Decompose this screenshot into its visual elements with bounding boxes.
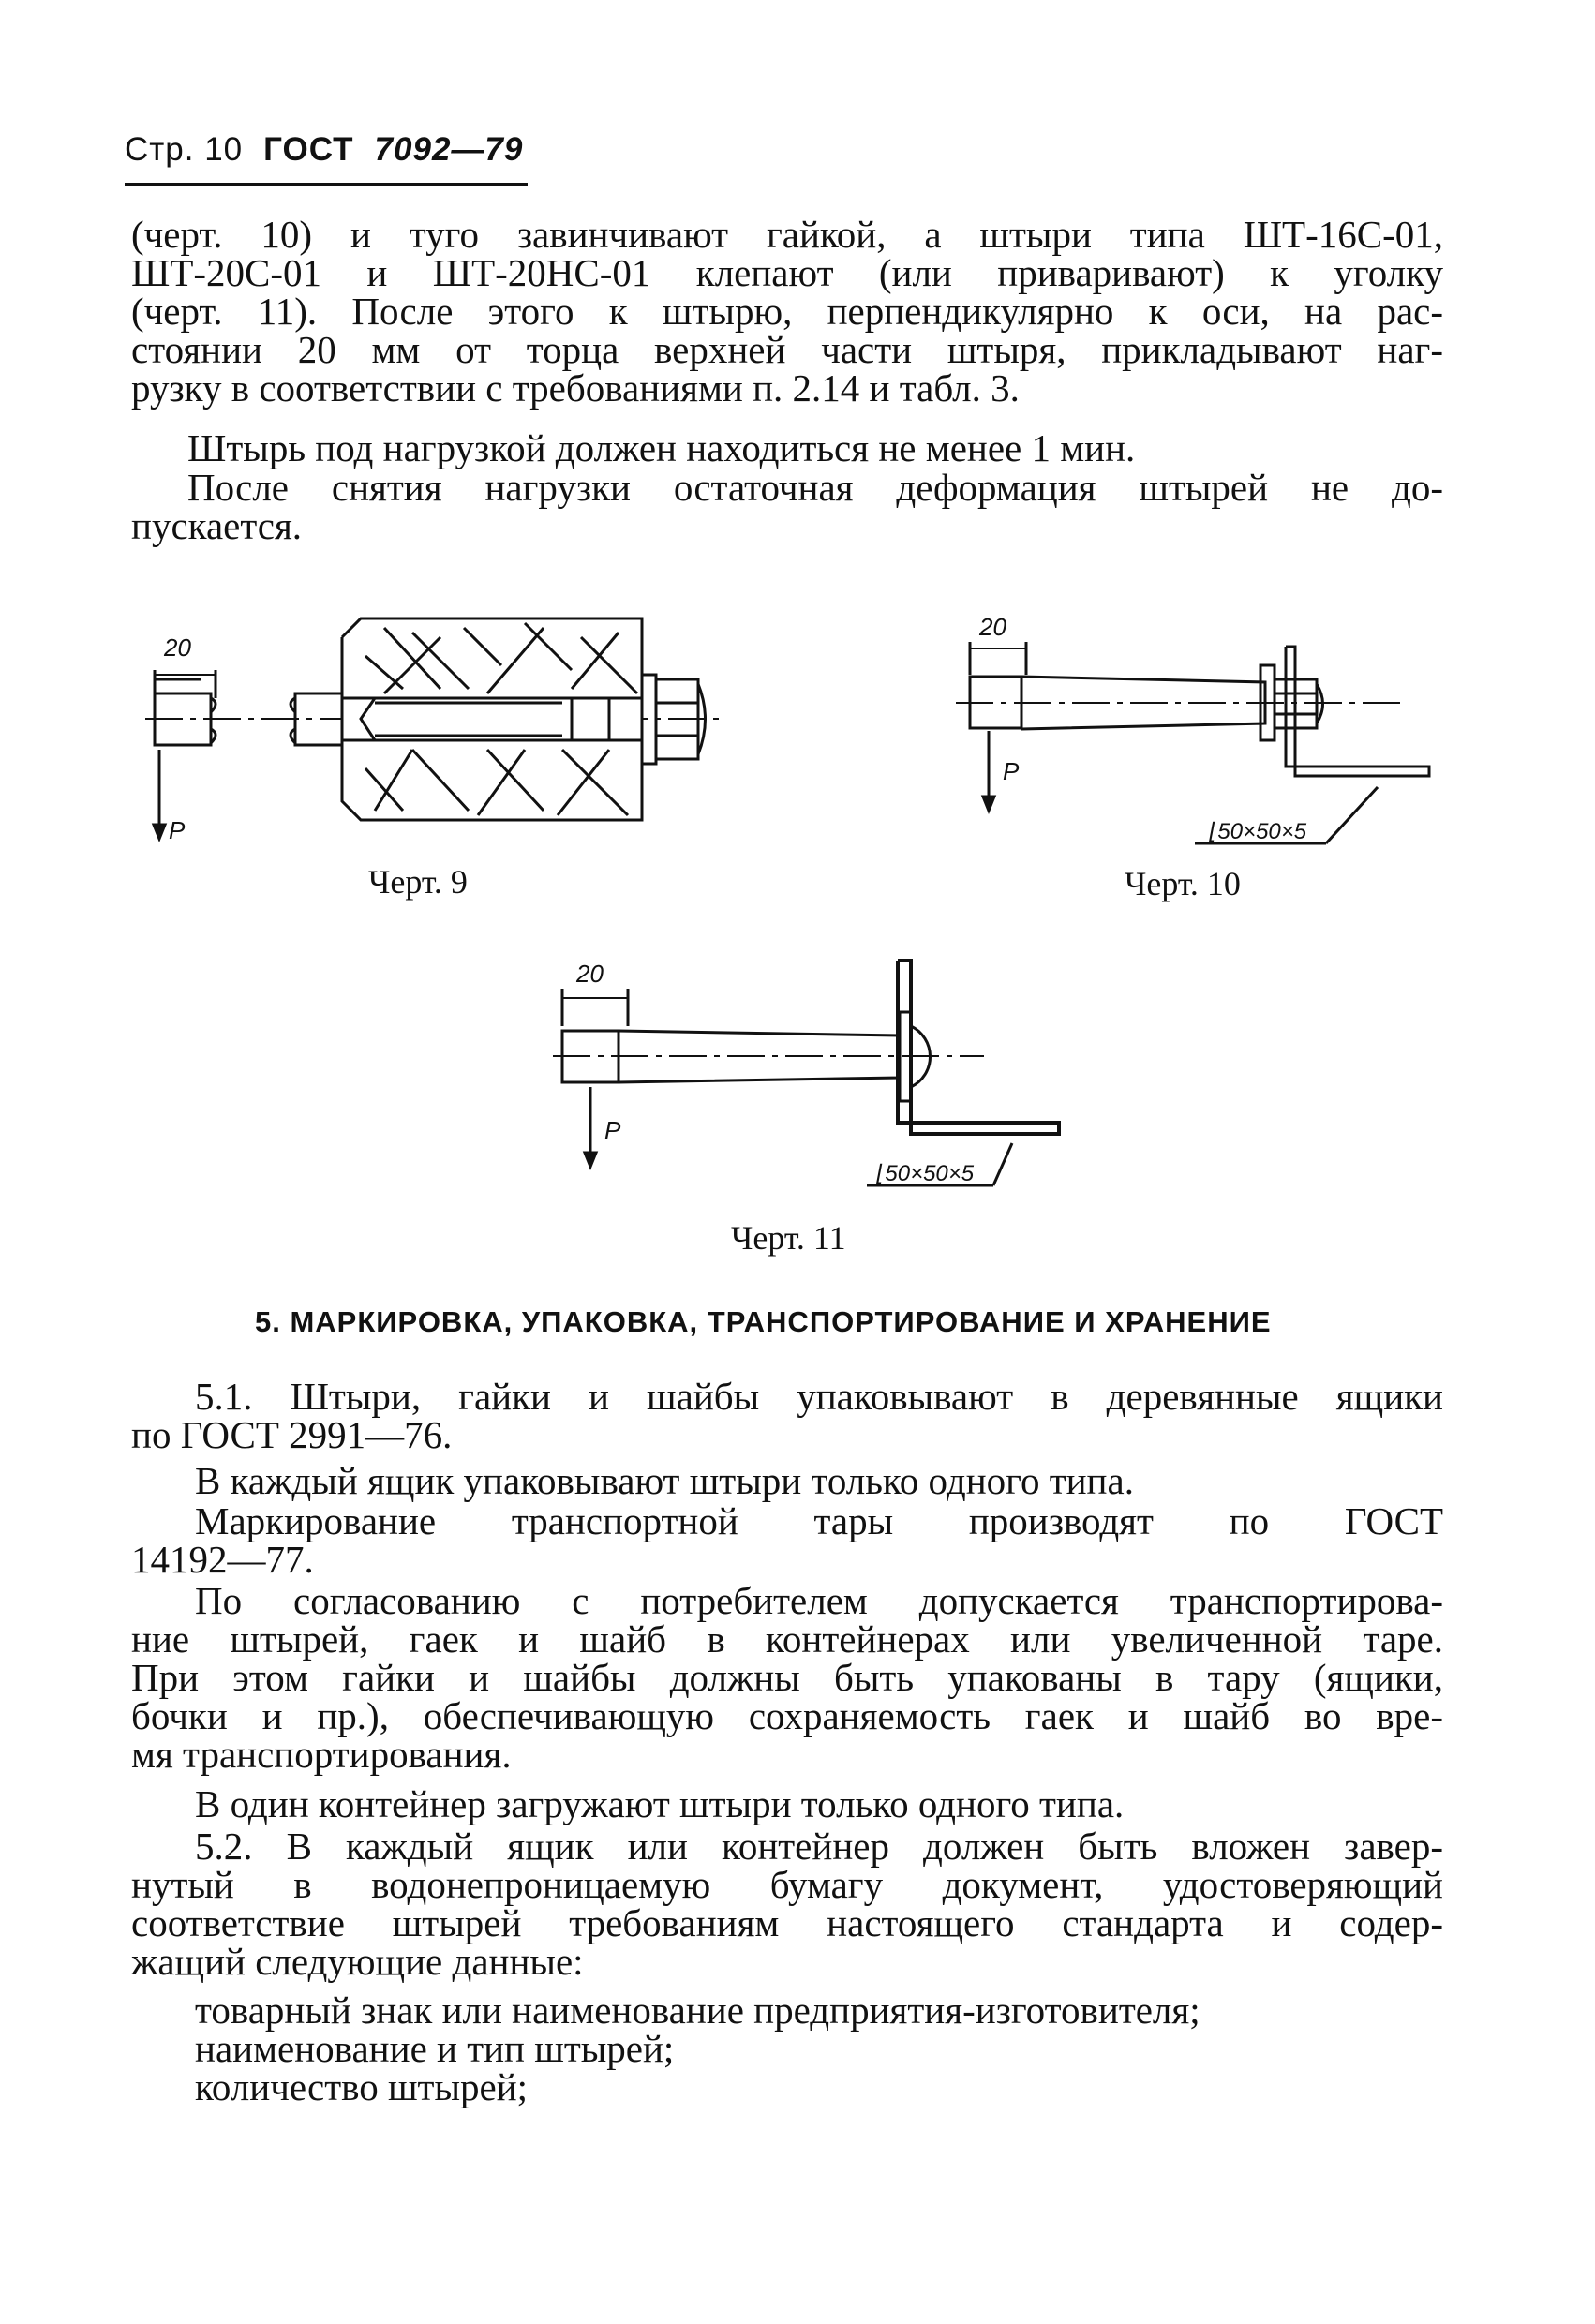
figure-10-drawing <box>956 609 1462 862</box>
header-rule <box>125 183 528 186</box>
standard-label: ГОСТ <box>263 131 354 168</box>
text-line: Штырь под нагрузкой должен находиться не менее 1 мин. <box>187 426 1136 469</box>
figure-10-caption: Черт. 10 <box>1125 865 1241 902</box>
list-item: товарный знак или наименование предприятия-изготовителя; <box>195 1989 1200 2032</box>
text-line: мя транспортирования. <box>131 1733 512 1776</box>
section-title: 5. МАРКИРОВКА, УПАКОВКА, ТРАНСПОРТИРОВАНИЕ И ХРАНЕНИЕ <box>255 1305 1272 1338</box>
intro-paragraph-3 <box>131 466 1443 547</box>
figure-9-caption: Черт. 9 <box>368 863 468 901</box>
fig11-angle-label: ⌊50×50×5 <box>876 1161 975 1186</box>
list-item: количество штырей; <box>195 2065 529 2108</box>
text-line: ние штырей, гаек и шайб в контейнерах или увеличенной таре. <box>131 1617 1443 1661</box>
text-line: жащий следующие данные: <box>131 1940 584 1983</box>
paragraph-5-2 <box>131 1827 1443 1981</box>
intro-paragraph-1 <box>131 213 1443 410</box>
paragraph-marking <box>131 1499 1443 1581</box>
text-line: 14192—77. <box>131 1538 314 1581</box>
text-line: (черт. 10) и туго завинчивают гайкой, а штыри типа ШТ-16С-01, <box>131 213 1443 256</box>
text-line: стоянии 20 мм от торца верхней части штыря, прикладывают наг- <box>131 328 1443 371</box>
figure-9-drawing <box>131 609 731 872</box>
page-header <box>125 131 523 169</box>
text-line: ШТ-20С-01 и ШТ-20НС-01 клепают (или приваривают) к уголку <box>131 251 1443 294</box>
text-line: по ГОСТ 2991—76. <box>131 1413 453 1456</box>
data-list <box>195 1991 1200 2107</box>
fig11-dim-label: 20 <box>576 960 604 988</box>
page-label: Стр. 10 <box>125 131 244 168</box>
fig9-load-label: P <box>169 816 186 844</box>
text-line: нутый в водонепроницаемую бумагу документ, удостоверяющий <box>131 1863 1443 1906</box>
text-line: Маркирование транспортной тары производят по ГОСТ <box>195 1499 1443 1542</box>
paragraph-container <box>195 1782 1125 1825</box>
list-item: наименование и тип штырей; <box>195 2027 675 2070</box>
fig10-load-label: P <box>1003 757 1020 785</box>
text-line: рузку в соответствии с требованиями п. 2.14 и табл. 3. <box>131 366 1020 410</box>
fig11-load-label: P <box>604 1116 621 1144</box>
figure-11-drawing <box>553 956 1078 1199</box>
fig9-dim-label: 20 <box>164 633 191 662</box>
text-line: В каждый ящик упаковывают штыри только одного типа. <box>195 1459 1134 1502</box>
figure-11-caption: Черт. 11 <box>731 1219 846 1257</box>
fig10-angle-label: ⌊50×50×5 <box>1209 819 1307 844</box>
text-line: 5.1. Штыри, гайки и шайбы упаковывают в деревянные ящики <box>195 1375 1443 1418</box>
fig10-dim-label: 20 <box>979 613 1006 641</box>
text-line: бочки и пр.), обеспечивающую сохраняемость гаек и шайб во вре- <box>131 1694 1443 1737</box>
text-line: При этом гайки и шайбы должны быть упакованы в тару (ящики, <box>131 1656 1443 1699</box>
text-line: (черт. 11). После этого к штырю, перпендикулярно к оси, на рас- <box>131 290 1443 333</box>
text-line: пускается. <box>131 504 303 547</box>
text-line: После снятия нагрузки остаточная деформация штырей не до- <box>187 466 1443 509</box>
paragraph-box <box>195 1459 1134 1502</box>
paragraph-5-1 <box>131 1375 1443 1456</box>
text-line: В один контейнер загружают штыри только одного типа. <box>195 1782 1125 1825</box>
paragraph-agreement <box>131 1579 1443 1776</box>
text-line: По согласованию с потребителем допускается транспортирова- <box>195 1579 1443 1622</box>
text-line: 5.2. В каждый ящик или контейнер должен быть вложен завер- <box>195 1825 1443 1868</box>
text-line: соответствие штырей требованиям настоящего стандарта и содер- <box>131 1901 1443 1944</box>
intro-paragraph-2 <box>187 426 1136 469</box>
standard-number: 7092—79 <box>374 131 524 168</box>
